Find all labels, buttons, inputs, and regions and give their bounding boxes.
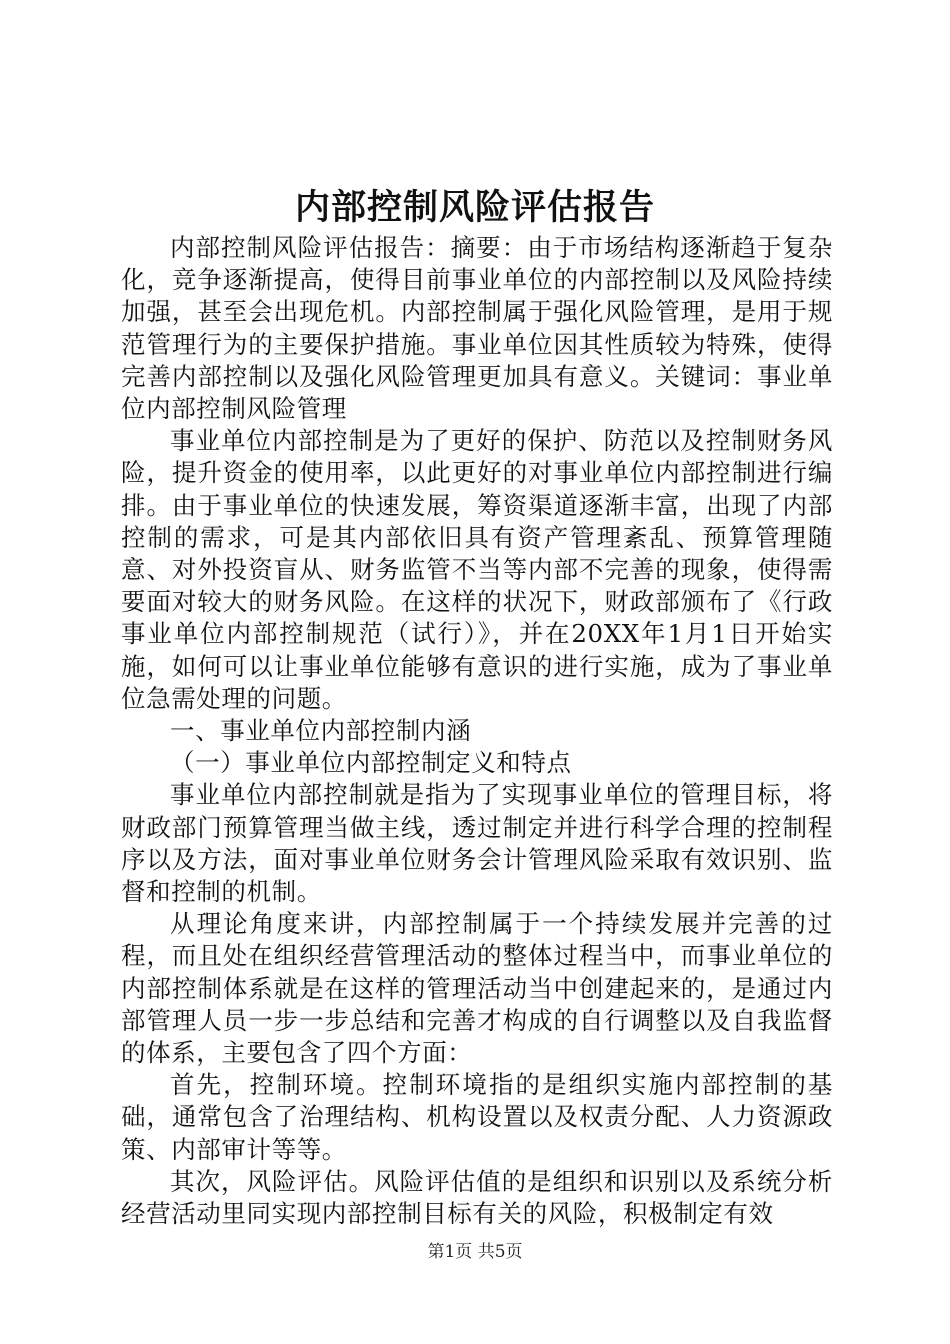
paragraph-risk-assessment: 其次，风险评估。风险评估值的是组织和识别以及系统分析经营活动里同实现内部控制目标有关的风险，积极制定有效 (121, 1166, 833, 1229)
document-body (121, 232, 833, 1230)
paragraph-theory: 从理论角度来讲，内部控制属于一个持续发展并完善的过程，而且处在组织经营管理活动的整体过程当中，而事业单位的内部控制体系就是在这样的管理活动当中创建起来的，是通过内部管理人员一步一步总结和完善才构成的自行调整以及自我监督的体系，主要包含了四个方面： (121, 909, 833, 1068)
paragraph-abstract: 内部控制风险评估报告：摘要：由于市场结构逐渐趋于复杂化，竞争逐渐提高，使得目前事业单位的内部控制以及风险持续加强，甚至会出现危机。内部控制属于强化风险管理，是用于规范管理行为的主要保护措施。事业单位因其性质较为特殊，使得完善内部控制以及强化风险管理更加具有意义。关键词：事业单位内部控制风险管理 (121, 233, 833, 424)
paragraph-definition: 事业单位内部控制就是指为了实现事业单位的管理目标，将财政部门预算管理当做主线，透过制定并进行科学合理的控制程序以及方法，面对事业单位财务会计管理风险采取有效识别、监督和控制的机制。 (121, 780, 833, 907)
section-heading: 一、事业单位内部控制内涵 (170, 716, 472, 746)
document-title: 内部控制风险评估报告 (294, 187, 655, 228)
paragraph-intro: 事业单位内部控制是为了更好的保护、防范以及控制财务风险，提升资金的使用率，以此更好的对事业单位内部控制进行编排。由于事业单位的快速发展，筹资渠道逐渐丰富，出现了内部控制的需求，可是其内部依旧具有资产管理紊乱、预算管理随意、对外投资盲从、财务监管不当等内部不完善的现象，使得需要面对较大的财务风险。在这样的状况下，财政部颁布了《行政事业单位内部控制规范（试行）》，并在20XX年1月1日开始实施，如何可以让事业单位能够有意识的进行实施，成为了事业单位急需处理的问题。 (121, 426, 833, 713)
paragraph-control-environment: 首先，控制环境。控制环境指的是组织实施内部控制的基础，通常包含了治理结构、机构设置以及权责分配、人力资源政策、内部审计等等。 (121, 1070, 833, 1164)
subsection-heading: （一）事业单位内部控制定义和特点 (170, 748, 572, 778)
page-number-footer: 第1页 共5页 (427, 1242, 523, 1262)
